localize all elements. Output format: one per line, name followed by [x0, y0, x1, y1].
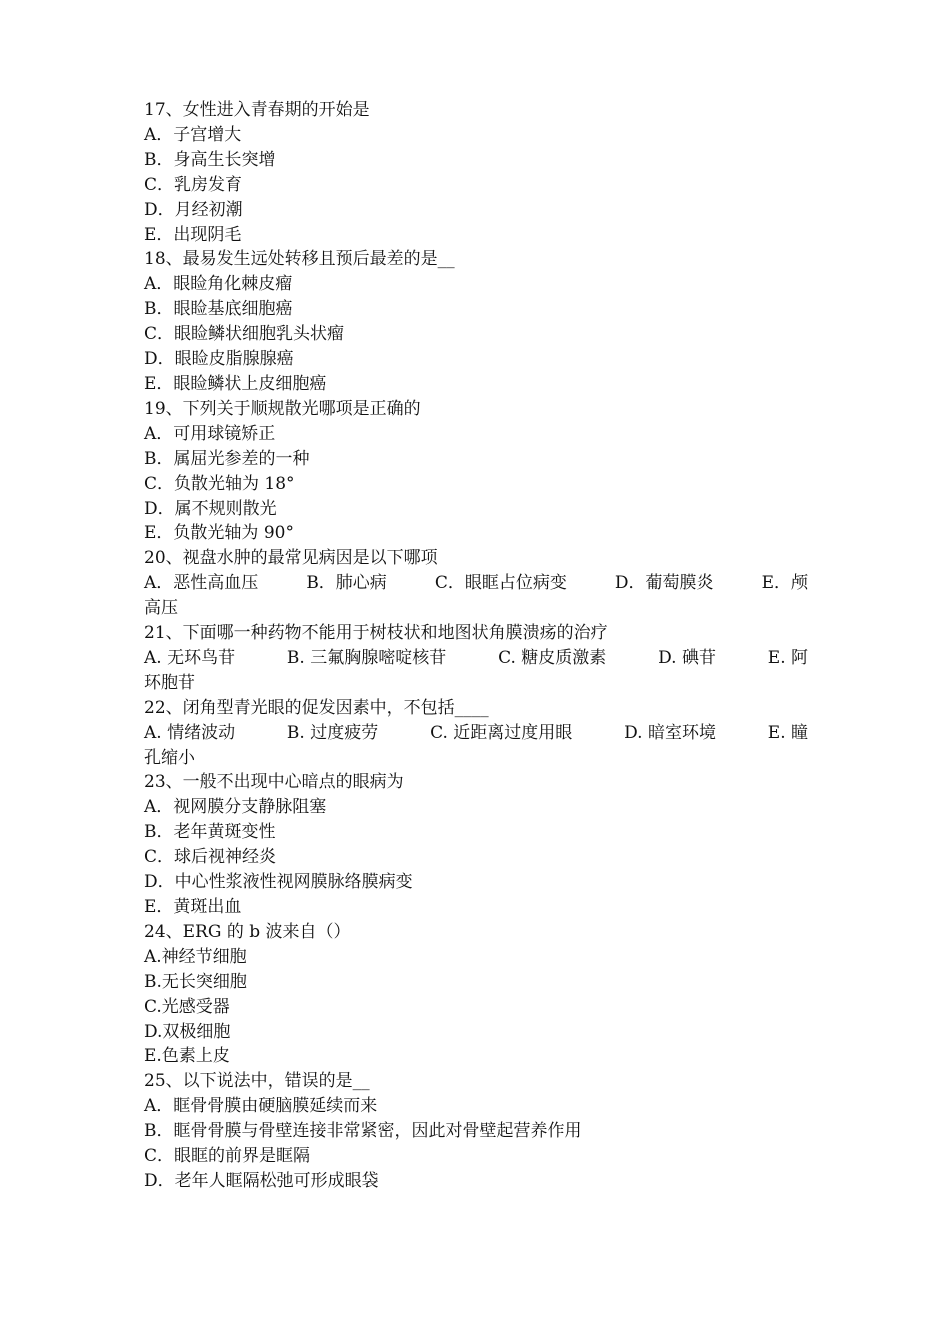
question-stem: 20、视盘水肿的最常见病因是以下哪项	[144, 548, 438, 569]
question-stem: 17、女性进入青春期的开始是	[144, 100, 370, 120]
option: B．身高生长突增	[144, 149, 276, 170]
option-wrap: 高压	[144, 598, 178, 619]
option: C. 近距离过度用眼	[430, 722, 573, 743]
option-row	[144, 646, 808, 671]
option: E.色素上皮	[144, 1046, 230, 1067]
option: C．眼睑鳞状细胞乳头状瘤	[144, 324, 345, 345]
option: A．可用球镜矫正	[144, 423, 276, 444]
option: C．眼眶的前界是眶隔	[144, 1146, 311, 1167]
option: B．老年黄斑变性	[144, 822, 276, 843]
option: E．黄斑出血	[144, 897, 242, 917]
question-stem: 23、一般不出现中心暗点的眼病为	[144, 772, 404, 793]
option: B. 三氟胸腺嘧啶核苷	[286, 647, 447, 668]
option: D. 暗室环境	[624, 722, 716, 743]
option: E. 瞳	[767, 722, 808, 743]
option: D.双极细胞	[144, 1021, 231, 1042]
option: A．眶骨骨膜由硬脑膜延续而来	[144, 1096, 378, 1117]
option: D．中心性浆液性视网膜脉络膜病变	[144, 872, 413, 893]
option: C. 糖皮质激素	[498, 647, 607, 668]
option: D．属不规则散光	[144, 498, 277, 519]
option: D．葡萄膜炎	[614, 573, 714, 594]
option: E．眼睑鳞状上皮细胞癌	[144, 373, 327, 394]
option: B．肺心病	[306, 573, 387, 594]
option: D．眼睑皮脂腺腺癌	[144, 349, 294, 370]
option: D．老年人眶隔松弛可形成眼袋	[144, 1170, 379, 1191]
option: A.神经节细胞	[144, 946, 247, 967]
option: D. 碘苷	[658, 647, 716, 668]
question-stem: 18、最易发生远处转移且预后最差的是__	[144, 249, 455, 270]
option: E．出现阴毛	[144, 224, 242, 245]
option: C．乳房发育	[144, 174, 243, 195]
option: B．眶骨骨膜与骨壁连接非常紧密，因此对骨壁起营养作用	[144, 1121, 582, 1142]
option-wrap: 环胞苷	[144, 672, 195, 693]
option: E. 阿	[767, 647, 808, 668]
option: E．颅	[761, 573, 808, 594]
option-row	[144, 721, 808, 746]
option: C．眼眶占位病变	[434, 573, 567, 594]
option: D．月经初潮	[144, 199, 243, 220]
option: A．子宫增大	[144, 124, 242, 145]
option: B. 过度疲劳	[286, 722, 379, 743]
question-stem: 21、下面哪一种药物不能用于树枝状和地图状角膜溃疡的治疗	[144, 623, 608, 644]
option: B．眼睑基底细胞癌	[144, 299, 293, 320]
option: A．恶性高血压	[144, 573, 259, 594]
option: A. 无环鸟苷	[144, 647, 236, 668]
option: B.无长突细胞	[144, 971, 247, 992]
option-row	[144, 571, 808, 596]
question-stem: 24、ERG 的 b 波来自（）	[144, 921, 351, 942]
document-page	[144, 98, 808, 1194]
option: A．眼睑角化棘皮瘤	[144, 274, 293, 295]
question-stem: 25、以下说法中，错误的是__	[144, 1071, 370, 1092]
question-stem: 19、下列关于顺规散光哪项是正确的	[144, 398, 421, 419]
option: B．属屈光参差的一种	[144, 448, 310, 469]
option-wrap: 孔缩小	[144, 747, 195, 768]
option: A. 情绪波动	[144, 722, 236, 743]
option: C.光感受器	[144, 996, 230, 1017]
question-stem: 22、闭角型青光眼的促发因素中，不包括____	[144, 697, 489, 718]
option: A．视网膜分支静脉阻塞	[144, 797, 327, 818]
option: E．负散光轴为 90°	[144, 523, 294, 544]
option: C．负散光轴为 18°	[144, 473, 295, 494]
option: C．球后视神经炎	[144, 847, 277, 868]
